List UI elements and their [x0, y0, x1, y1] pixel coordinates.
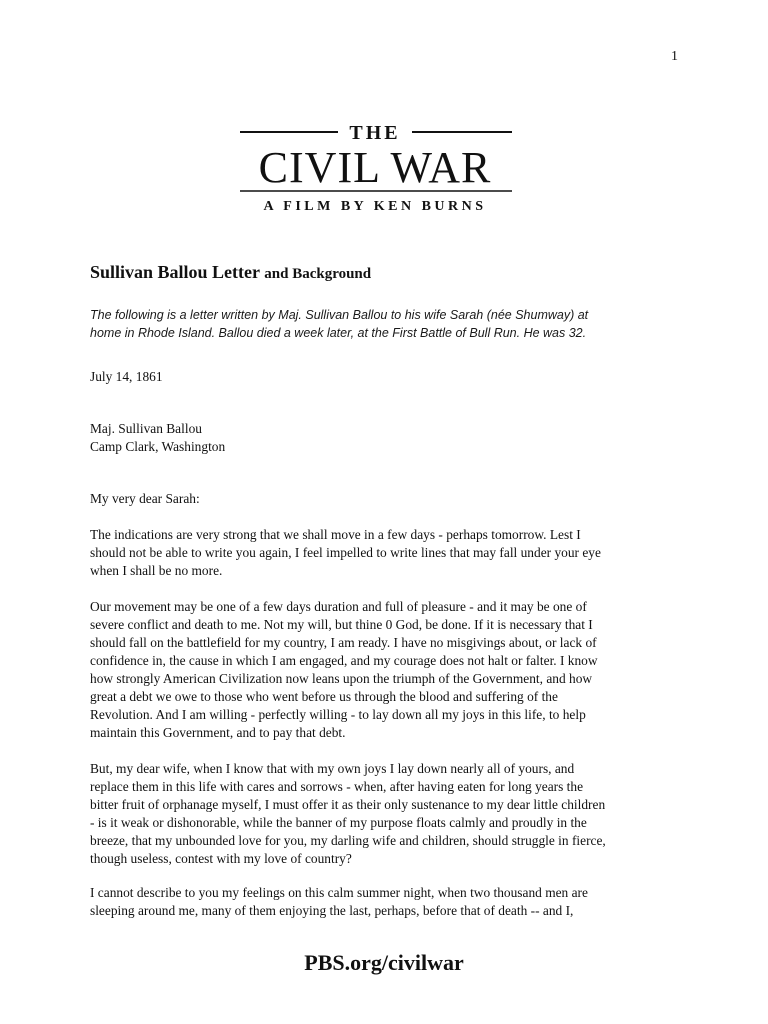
- logo-civil-war: CIVIL WAR: [258, 143, 492, 192]
- letter-line: should not be able to write you again, I feel impelled to write lines that may fall under your eye: [90, 545, 601, 560]
- page-number: 1: [671, 49, 678, 64]
- letter-line: when I shall be no more.: [90, 563, 223, 578]
- letter-line: sleeping around me, many of them enjoying the last, perhaps, before that of death -- and I,: [90, 903, 574, 918]
- letter-line: replace them in this life with cares and sorrows - when, after having eaten for long years the: [90, 779, 584, 794]
- letter-paragraph: [90, 526, 690, 580]
- letter-paragraph: [90, 884, 690, 920]
- intro-note: [90, 306, 690, 342]
- letter-line: breeze, that my unbounded love for you, my darling wife and children, should struggle in fierce,: [90, 833, 606, 848]
- sender-name: Maj. Sullivan Ballou: [90, 421, 202, 436]
- letter-line: how strongly American Civilization now leans upon the triumph of the Government, and how: [90, 671, 593, 686]
- pbs-link[interactable]: PBS.org/civilwar: [304, 950, 464, 975]
- letter-line: maintain this Government, and to pay that debt.: [90, 725, 346, 740]
- letter-line: though useless, contest with my love of country?: [90, 851, 352, 866]
- civil-war-logo: [230, 118, 520, 218]
- letter-line: confidence in, the cause in which I am engaged, and my courage does not halt or falter. I know: [90, 653, 598, 668]
- letter-line: The indications are very strong that we shall move in a few days - perhaps tomorrow. Lest I: [90, 527, 581, 542]
- letter-line: But, my dear wife, when I know that with my own joys I lay down nearly all of yours, and: [90, 761, 575, 776]
- letter-line: - is it weak or dishonorable, while the banner of my purpose floats calmly and proudly in the: [90, 815, 587, 830]
- logo-the: THE: [349, 122, 401, 144]
- letter-line: bitter fruit of orphanage myself, I must offer it as their only sustenance to my dear little children: [90, 797, 606, 812]
- document-title: [90, 262, 371, 283]
- letter-line: I cannot describe to you my feelings on this calm summer night, when two thousand men are: [90, 885, 588, 900]
- letter-line: should fall on the battlefield for my country, I am ready. I have no misgivings about, or lack of: [90, 635, 597, 650]
- sender-location: Camp Clark, Washington: [90, 439, 226, 454]
- letter-line: Revolution. And I am willing - perfectly willing - to lay down all my joys in this life, to help: [90, 707, 586, 722]
- salutation: My very dear Sarah:: [90, 491, 200, 506]
- document-title-sub: and Background: [264, 266, 372, 282]
- document-title-main: Sullivan Ballou Letter: [90, 262, 261, 282]
- intro-line: The following is a letter written by Maj. Sullivan Ballou to his wife Sarah (née Shumway) at: [90, 308, 589, 322]
- intro-line: home in Rhode Island. Ballou died a week later, at the First Battle of Bull Run. He was 32.: [90, 326, 587, 340]
- letter-line: Our movement may be one of a few days duration and full of pleasure - and it may be one of: [90, 599, 587, 614]
- letter-line: great a debt we owe to those who went before us through the blood and suffering of the: [90, 689, 558, 704]
- logo-tagline: A FILM BY KEN BURNS: [263, 199, 487, 214]
- letter-date: July 14, 1861: [90, 369, 163, 384]
- letter-paragraph: [90, 598, 690, 742]
- letter-paragraph: [90, 760, 690, 868]
- sender-block: [90, 420, 690, 456]
- letter-line: severe conflict and death to me. Not my will, but thine 0 God, be done. If it is necessary that I: [90, 617, 593, 632]
